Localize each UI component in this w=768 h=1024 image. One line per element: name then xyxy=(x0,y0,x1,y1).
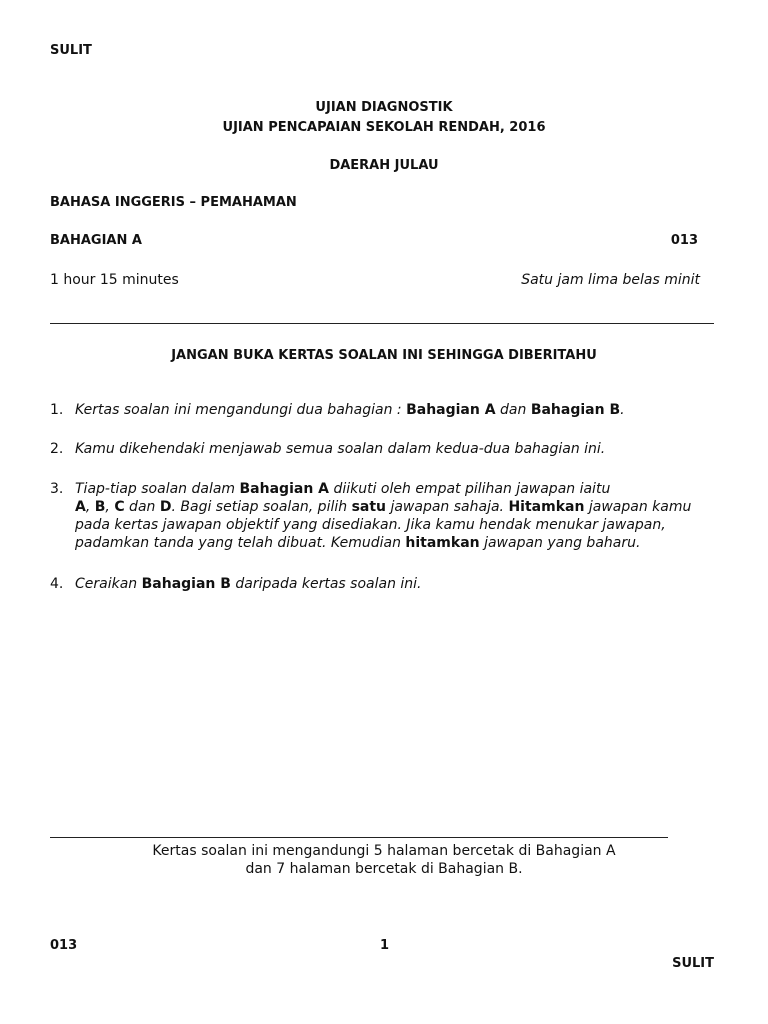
warning-notice: JANGAN BUKA KERTAS SOALAN INI SEHINGGA DIBERITAHU xyxy=(171,348,597,363)
paper-code: 013 xyxy=(670,233,698,248)
exam-title: UJIAN DIAGNOSTIK xyxy=(315,100,453,115)
page-count-note-line1: Kertas soalan ini mengandungi 5 halaman bercetak di Bahagian A xyxy=(152,843,616,859)
footer-divider xyxy=(50,837,668,838)
instruction-text: Kertas soalan ini mengandungi dua bahagian : Bahagian A dan Bahagian B. xyxy=(75,402,625,418)
footer-paper-code: 013 xyxy=(50,938,78,953)
instruction-number: 3. xyxy=(50,481,64,497)
subject-title: BAHASA INGGERIS – PEMAHAMAN xyxy=(50,195,297,210)
page-number: 1 xyxy=(380,938,390,953)
instruction-text: Kamu dikehendaki menjawab semua soalan dalam kedua-dua bahagian ini. xyxy=(75,441,606,457)
district-title: DAERAH JULAU xyxy=(329,158,439,173)
instruction-number: 2. xyxy=(50,441,64,457)
instruction-number: 4. xyxy=(50,576,64,592)
instruction-item xyxy=(50,575,422,593)
instruction-item xyxy=(50,480,691,552)
page-count-note-line2: dan 7 halaman bercetak di Bahagian B. xyxy=(245,861,523,877)
instruction-text: Ceraikan Bahagian B daripada kertas soalan ini. xyxy=(75,576,422,592)
instruction-item xyxy=(50,440,605,458)
instruction-item xyxy=(50,401,625,419)
section-title: BAHAGIAN A xyxy=(50,233,142,248)
duration-malay: Satu jam lima belas minit xyxy=(521,272,700,288)
instruction-number: 1. xyxy=(50,402,64,418)
classification-label-top: SULIT xyxy=(50,43,92,58)
instruction-text: Tiap-tiap soalan dalam Bahagian A diikuti oleh empat pilihan jawapan iaitu A, B, C dan D. Bagi setiap soalan, pilih satu jawapan sahaja. Hitamkan jawapan kamu pada kertas jawapan objektif yang disediakan. Jika kamu hendak menukar jawapan, padamkan tanda yang telah dibuat. Kemudian hitamkan jawapan yang baharu. xyxy=(75,481,692,551)
exam-subtitle: UJIAN PENCAPAIAN SEKOLAH RENDAH, 2016 xyxy=(222,120,546,135)
duration-english: 1 hour 15 minutes xyxy=(50,272,179,288)
header-divider xyxy=(50,323,714,324)
classification-label-bottom: SULIT xyxy=(672,956,714,971)
